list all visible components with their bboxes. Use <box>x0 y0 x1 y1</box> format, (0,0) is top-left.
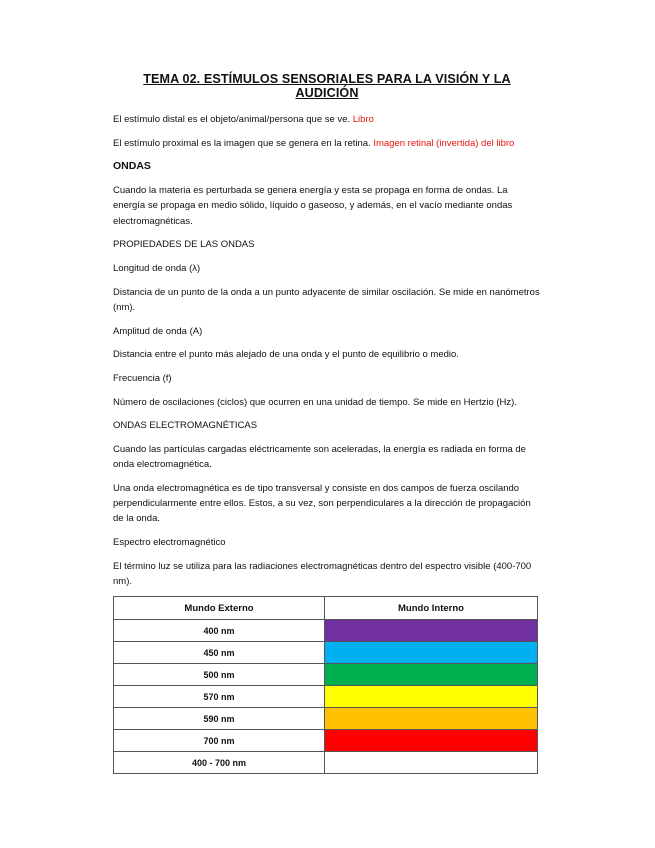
table-row <box>114 730 538 752</box>
proximal-paragraph <box>113 136 541 151</box>
document-page <box>113 72 541 774</box>
table-header-row <box>114 597 538 620</box>
wavelength-cell: 570 nm <box>114 686 325 708</box>
frecuencia-heading: Frecuencia (f) <box>113 372 172 384</box>
wavelength-cell: 590 nm <box>114 708 325 730</box>
color-swatch-cell <box>325 664 538 686</box>
amplitud-paragraph: Distancia entre el punto más alejado de una onda y el punto de equilibrio o medio. <box>113 349 459 361</box>
table-row <box>114 708 538 730</box>
table-row <box>114 752 538 774</box>
distal-text: El estímulo distal es el objeto/animal/persona que se ve. <box>113 114 353 125</box>
frecuencia-paragraph: Número de oscilaciones (ciclos) que ocurren en una unidad de tiempo. Se mide en Hertzio (Hz). <box>113 396 517 408</box>
color-swatch-cell <box>325 752 538 774</box>
document-title: TEMA 02. ESTÍMULOS SENSORIALES PARA LA VISIÓN Y LA AUDICIÓN <box>143 72 511 100</box>
wavelength-cell: 400 nm <box>114 620 325 642</box>
table-row <box>114 642 538 664</box>
electro-paragraph-2: Una onda electromagnética es de tipo transversal y consiste en dos campos de fuerza oscilando perpendicularmente entre ellos. Estos, a su vez, son perpendiculares a la dirección de propagación de la onda. <box>113 482 531 525</box>
longitud-heading: Longitud de onda (λ) <box>113 262 201 274</box>
proximal-highlight: Imagen retinal (invertida) del libro <box>373 137 515 149</box>
amplitud-heading: Amplitud de onda (A) <box>113 325 203 337</box>
electro-heading: ONDAS ELECTROMAGNÉTICAS <box>113 420 258 432</box>
distal-paragraph <box>113 112 541 127</box>
proximal-text: El estímulo proximal es la imagen que se genera en la retina. <box>113 137 374 149</box>
wavelength-cell: 400 - 700 nm <box>114 752 325 774</box>
distal-highlight: Libro <box>352 114 374 125</box>
color-swatch-cell <box>325 686 538 708</box>
color-swatch-cell <box>325 642 538 664</box>
wavelength-cell: 700 nm <box>114 730 325 752</box>
electro-paragraph-1: Cuando las partículas cargadas eléctricamente son aceleradas, la energía es radiada en forma de onda electromagnética. <box>113 444 526 471</box>
longitud-paragraph: Distancia de un punto de la onda a un punto adyacente de similar oscilación. Se mide en nanómetros (nm). <box>113 286 540 313</box>
color-swatch-cell <box>325 708 538 730</box>
table-row <box>114 686 538 708</box>
wavelength-cell: 500 nm <box>114 664 325 686</box>
propiedades-heading: PROPIEDADES DE LAS ONDAS <box>113 239 255 251</box>
espectro-paragraph: El término luz se utiliza para las radiaciones electromagnéticas dentro del espectro visible (400-700 nm). <box>113 560 532 587</box>
table-row <box>114 664 538 686</box>
spectrum-table <box>113 596 538 774</box>
header-mundo-interno: Mundo Interno <box>325 597 538 620</box>
ondas-paragraph: Cuando la materia es perturbada se genera energía y esta se propaga en forma de ondas. La energía se propaga en medio sólido, líquido o gaseoso, y además, en el vacío mediante ondas electromagnéticas. <box>113 185 513 227</box>
table-row <box>114 620 538 642</box>
color-swatch-cell <box>325 730 538 752</box>
espectro-heading: Espectro electromagnético <box>113 537 226 549</box>
wavelength-cell: 450 nm <box>114 642 325 664</box>
ondas-heading: ONDAS <box>113 160 151 173</box>
color-swatch-cell <box>325 620 538 642</box>
header-mundo-externo: Mundo Externo <box>114 597 325 620</box>
